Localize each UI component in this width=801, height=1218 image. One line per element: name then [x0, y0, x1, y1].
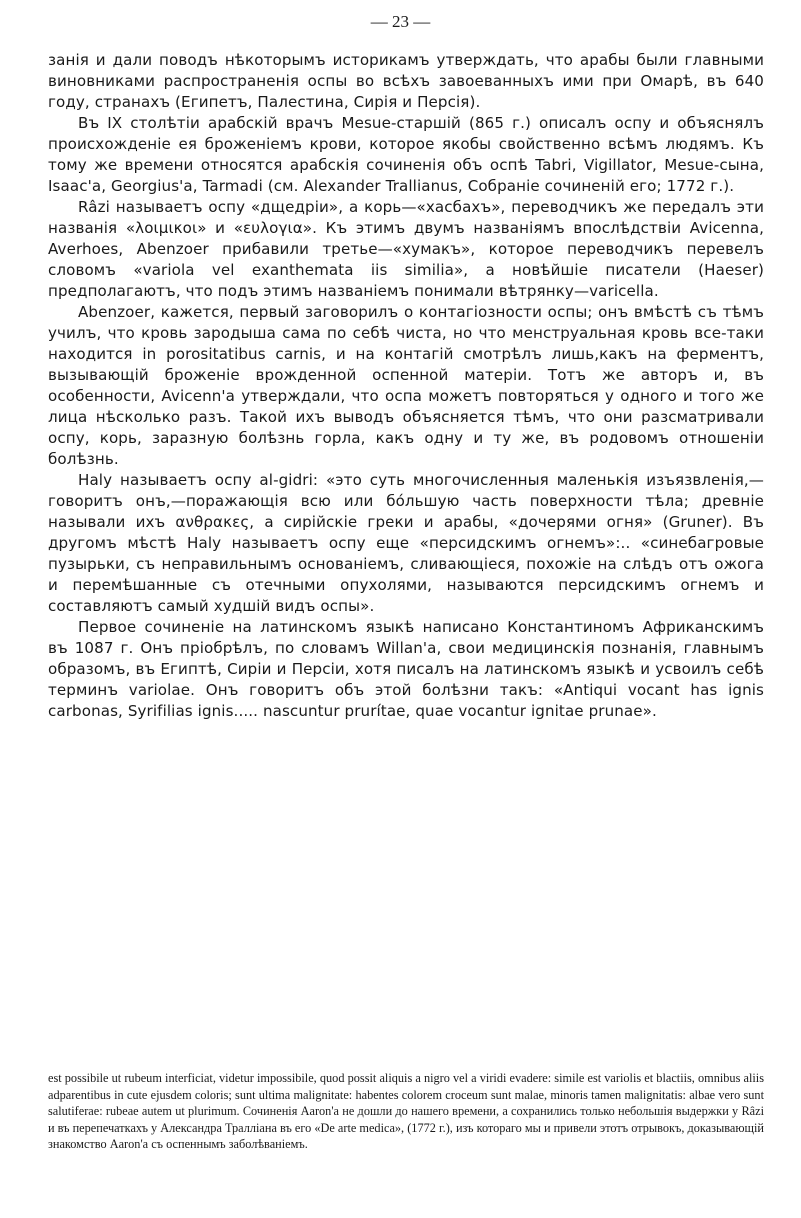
paragraph-5: Haly называетъ оспу al-gidri: «это суть многочисленныя маленькія изъязвленія,—говоритъ онъ,—поражающія всю или бо́льшую часть поверхности тѣла; древніе называли ихъ ανθρακες, а сирійскіе греки и арабы, «дочерями огня» (Gruner). Въ другомъ мѣстѣ Haly называетъ оспу еще «персидскимъ огнемъ»:.. «синебагровые пузырьки, съ неправильнымъ основаніемъ, сливающіеся, похожіе на слѣдъ отъ ожога и перемѣшанные съ отечными опухолями, называются персидскимъ огнемъ и составляютъ самый худшій видъ оспы». [48, 471, 764, 615]
paragraph-2: Въ IX столѣтіи арабскій врачъ Mesue-старшій (865 г.) описалъ оспу и объяснялъ происхожденіе ея броженіемъ крови, которое якобы свойственно всѣмъ людямъ. Къ тому же времени относятся арабскія сочиненія объ оспѣ Tabri, Vigillator, Mesue-сына, Isaac'a, Georgius'a, Tarmadi (см. Alexander Trallianus, Собраніе сочиненій его; 1772 г.). [48, 114, 764, 195]
main-text [48, 50, 764, 722]
page-number: — 23 — [370, 12, 431, 31]
paragraph-6: Первое сочиненіе на латинскомъ языкѣ написано Константиномъ Африканскимъ въ 1087 г. Онъ пріобрѣлъ, по словамъ Willan'a, свои медицинскія познанія, главнымъ образомъ, въ Египтѣ, Сиріи и Персіи, хотя писалъ на латинскомъ языкѣ и усвоилъ себѣ терминъ variolae. Онъ говоритъ объ этой болѣзни такъ: «Antiqui vocant has ignis carbonas, Syrifilias ignis..... nascuntur prurítae, quae vocantur ignitae prunae». [48, 618, 764, 720]
footnote: est possibile ut rubeum interficiat, videtur impossibile, quod possit aliquis a nigro vel a viridi evadere: simile est variolis et blactiis, omnibus aliis adparentibus in cute ejusdem coloris; sunt ultima malignitate: habentes colorem croceum sunt malae, minoris tamen malignitatis: albae vero sunt salutiferae: rubeae autem ut plurimum. Сочиненія Aaron'a не дошли до нашего времени, а сохранились только небольшія выдержки у Râzi и въ перепечаткахъ у Александра Траллiана въ его «De arte medica», (1772 г.), изъ котораго мы и привели этотъ отрывокъ, доказывающій знакомство Aaron'a съ оспеннымъ заболѣваніемъ. [48, 1071, 765, 1152]
paragraph-3: Râzi называетъ оспу «дщедріи», а корь—«хасбахъ», переводчикъ же передалъ эти названія «λοιμικοι» и «ευλογια». Къ этимъ двумъ названіямъ впослѣдствіи Avicenna, Averhoes, Abenzoer прибавили третье—«хумакъ», которое переводчикъ перевелъ словомъ «variola vel exanthemata iis similia», а новѣйшіе писатели (Haeser) предполагаютъ, что подъ этимъ названіемъ понимали вѣтрянку—varicella. [48, 198, 764, 300]
paragraph-4: Abenzoer, кажется, первый заговорилъ о контагіозности оспы; онъ вмѣстѣ съ тѣмъ училъ, что кровь зародыша сама по себѣ чиста, но что менструальная кровь все-таки находится in porositatibus carnis, и на контагій смотрѣлъ лишь,какъ на ферментъ, вызывающій броженіе врожденной оспенной матеріи. Тотъ же авторъ и, въ особенности, Avicenn'a утверждали, что оспа можетъ повторяться у одного и того же лица нѣсколько разъ. Такой ихъ выводъ объясняется тѣмъ, что они разсматривали оспу, корь, заразную болѣзнь горла, какъ одну и ту же, въ родовомъ отношеніи болѣзнь. [48, 303, 764, 468]
paragraph-1: занія и дали поводъ нѣкоторымъ историкамъ утверждать, что арабы были главными виновниками распространенія оспы во всѣхъ завоеванныхъ ими при Омарѣ, въ 640 году, странахъ (Египетъ, Палестина, Сирія и Персія). [48, 51, 764, 111]
